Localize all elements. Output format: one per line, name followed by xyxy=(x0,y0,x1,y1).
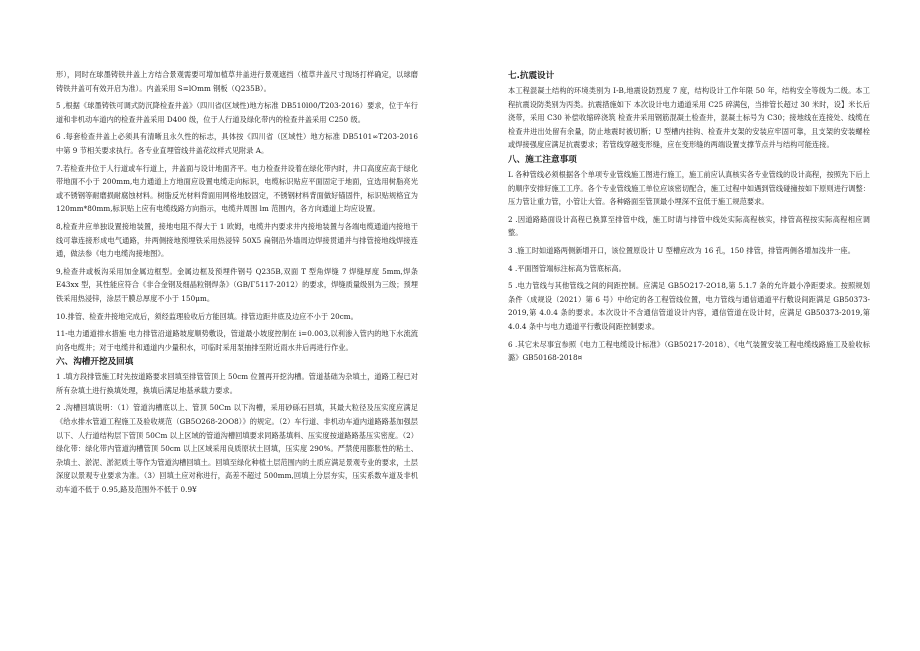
left-column xyxy=(56,68,418,497)
left-paragraph-3: 6 .每套检查井盖上必须具有清晰且永久性的标志，具体按《四川省（区域性）地方标准 DB5101∞T203-2016 中第 9 节相关要求执行。各专业直埋管线井盖花纹样式见附录 A。 xyxy=(56,132,418,155)
left-paragraph-9: 1 .填方段排管施工时先按道路要求回填至排管管顶上 50cm 位置再开挖沟槽。管道基础为杂填土，道路工程已对所有杂填土进行换填处理，换填后满足地基承载力要求。 xyxy=(56,372,418,395)
right-column xyxy=(508,68,870,365)
section-heading-7: 七.抗震设计 xyxy=(508,71,555,81)
left-paragraph-5: 8,检查井应单独设置接地装置，接地电阻不得大于 1 欧姆，电缆井内要求井内接地装置与各端电缆通道内接地干线可靠连接形成电气通路，井两侧接地预埋铁采用热浸锌 50X5 扁钢沿外墙周边焊接贯通并与排管接地线焊接连通，做法参《电力电缆沟接地图》。 xyxy=(56,221,418,259)
right-paragraph-5: 4 .平面图管端标注标高为管底标高。 xyxy=(508,263,626,273)
right-paragraph-1: 本工程混凝土结构的环境类别为 I-B,地震设防烈度 7 度，结构设计工作年限 50 年，结构安全等级为二级。本工程抗震设防类别为丙类。抗震措施如下 本次设计电力通道采用 C25 碎满包，当排管长超过 30 米时，设】米长后浇带，采用 C30 补偿收缩碎浇筑 检查井采用钢筋混凝土检查井，混凝土标号为 C30；接地线在连接处、线缆在检查井进出处留有余量，防止地震时被切断；U 型槽内挂钩、检查井支架的安装应牢固可靠，且支架的安装螺栓或焊接强度应满足抗震要求；若管线穿越变形缝，应在变形缝的两端设置支撑节点并与结构可能连接。 xyxy=(508,86,870,150)
right-paragraph-7: 6 .其它未尽事宜参照《电力工程电缆设计标准》（GB50217-2018）、《电气装置安装工程电缆线路施工及验收标潞》GB50168-2018¤ xyxy=(508,339,870,363)
left-paragraph-10: 2 .沟槽回填说明：（1）管道沟槽底以上、管顶 50Cm 以下沟槽，采用砂砾石回填，其最大粒径及压实度应满足《给水排水管道工程施工及验收规范（GB5O268-2OO8）》的规定。（2）车行道、非机动车道内道路路基加强层以下、人行道结构层下管顶 50Cm 以上区域的管道沟槽回填要求同路基填料、压实度按道路路基压实密度。（2）绿化带：绿化带内管道沟槽管顶 50cm 以上区域采用良质原状土回填，压实度 290%。严禁使用膨胀性的粘土、杂填土、淤泥、淤泥质土等作为管道沟槽回填土。回填至绿化种植土层范围内的土质应满足景观专业的要求，土层深度以景观专业要求为准。（3）回填土应对称进行，高差不超过 500mm,回填上分层夯实，压实系数车道及非机动车道不低于 0.95,路及范围外不低于 0.9¥ xyxy=(56,403,418,495)
right-paragraph-2: L 各种管线必须根据各个单项专业管线施工图进行施工，施工前应认真核实各专业管线的设计高程，按照先下后上的顺序安排好施工工序。各个专业管线施工单位应该密切配合，施工过程中如遇到管线碰撞按如下原则进行调整：压力管让重力管，小管让大管。各种路面至管顶最小埋深不宜低于施工规范要求。 xyxy=(508,169,870,207)
right-paragraph-3: 2 .因道路路面设计高程已换算至排管中线，施工时请与排管中线处实际高程核实，排管高程按实际高程相应调整。 xyxy=(508,214,870,238)
left-paragraph-8: 11-电力通道排水措施 电力排管沿道路坡度顺势敷设，管道最小坡度控制在 i=0.003,以利渗入管内的地下水流流向各电缆井；对于电缆井和通道内少量积水，可临时采用泵抽排至附近雨水井后再进行作业。 xyxy=(56,329,418,352)
left-paragraph-1: 形），同时在球墨铸铁井盖上方结合景观需要可增加植草井盖进行景观遮挡（植草井盖尺寸现场打样确定，以球磨铸铁井盖可有效开启为准）。内盖采用 S=lOmm 钢板（Q235B）。 xyxy=(56,70,418,93)
left-paragraph-7: 10.排管、检查井接地完成后，须经监理验收后方能回填。排管边距井底及边应不小于 20cm。 xyxy=(56,311,358,321)
left-paragraph-2: 5 ,根据《球墨铸铁可调式防沉降检查井盖》（四川省(区域性)地方标准 DB510l00/T203-2016）要求，位于车行道和非机动车道内的检查井盖采用 D400 级，位于人行道及绿化带内的检查井盖采用 C250 级。 xyxy=(56,101,418,124)
left-paragraph-4: 7.若检查井位于人行道或车行道上，井盖面与设计地面齐平。电力检查井设着在绿化带内时，井口高度应高于绿化带地面不小于 200mm,电力通道上方地面应设置电缆走向标识，电缆标识贴应平面固定于地面，宜选用树脂亮光或不锈钢等耐磨损耐腐蚀材料。树脂反光材料背面用网格地胶固定，不锈钢材料背面做好锚固件，标识贴规格宜为 120mm*80mm,标识贴上应有电缆线路方向指示，电缆井周围 lm 范围内，各方向通道上均应设置。 xyxy=(56,163,418,214)
right-paragraph-4: 3 .施工时如道路两侧新增开口，该位置原设计 U 型槽应改为 16 孔，150 排管，排管两侧各增加浅井一座。 xyxy=(508,245,855,255)
left-paragraph-6: 9,检查井或板沟采用加金属边框型。金属边框及预埋件钢号 Q235B,双面 T 型角焊缝 7 焊缝厚度 5mm,焊条 E43xx 型，其性能应符合《非合金钢及细晶粒钢焊条》（GB/Γ5117-2012）的要求，焊缝质量级别为三级；预埋铁采用热浸锌，涂层干膜总厚度不小于 150μm。 xyxy=(56,266,418,303)
section-heading-6: 六、沟槽开挖及回填 xyxy=(56,357,134,368)
right-paragraph-6: 5 .电力管线与其他管线之间的间距控制。应满足 GB5O217-2O18,第 5.1.7 条的允许最小净距要求。按照规划条件（成规设（2021）第 6 号）中给定的各工程管线位置，电力管线与通信通道平行敷设间距满足 GB50373-2019,第 4.0.4 条的要求。本次设计不含通信管道设计内容，通信管道在设计时，应满足 GB50373-2019,第 4.0.4 条中与电力通道平行敷设间距控制要求。 xyxy=(508,281,870,331)
section-heading-8: 八、施工注意事项 xyxy=(508,154,577,165)
